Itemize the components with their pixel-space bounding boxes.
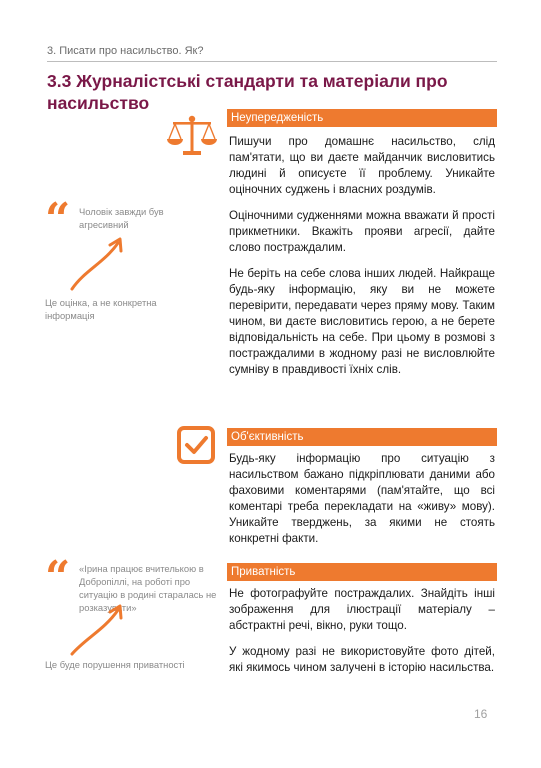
impartiality-text bbox=[229, 134, 495, 388]
paragraph: Не беріть на себе слова інших людей. Найкраще будь-яку інформацію, яку ви не можете перевірити, передавати через пряму мову. Таким чином, ви даєте висловитись герою, а не берете відповідальність на себе. При цьому в розмові з постраждалими в жодному разі не висловлюйте сумніву в правдивості їхніх слів. bbox=[229, 267, 495, 376]
side-quote-1: Чоловік завжди був агресивний bbox=[79, 206, 164, 230]
paragraph: Не фотографуйте постраждалих. Знайдіть інші зображення для ілюстрації матеріалу – абстрактні речі, вікно, руки тощо. bbox=[229, 587, 495, 632]
paragraph: Пишучи про домашнє насильство, слід пам'ятати, що ви даєте майданчик висловитись людині й описуєте її проблему. Уникайте оціночних суджень і власних роздумів. bbox=[229, 135, 495, 196]
section-heading-objectivity: Об'єктивність bbox=[227, 428, 497, 446]
paragraph: Будь-яку інформацію про ситуацію з насильством бажано підкріплювати даними або фаховими коментарями (пам'ятайте, що всі коментарі треба перекладати на «живу» мову). Уникайте тверджень, за якими не стоять конкретні факти. bbox=[229, 452, 495, 545]
side-quote-2: «Ірина працює вчителькою в Добропіллі, на роботі про ситуацію в родині старалась не розказувати» bbox=[79, 563, 217, 613]
checkbox-icon bbox=[176, 425, 216, 465]
curved-arrow-icon bbox=[64, 233, 134, 293]
section-heading-impartiality: Неупередженість bbox=[227, 109, 497, 127]
header-divider bbox=[47, 61, 497, 62]
paragraph: Оціночними судженнями можна вважати й прості прикметники. Вкажіть прояви агресії, дайте слово постраждалим. bbox=[229, 209, 495, 254]
scales-icon bbox=[165, 114, 219, 158]
curved-arrow-icon bbox=[64, 600, 134, 660]
quote-mark-icon: “ bbox=[45, 194, 71, 245]
quote-mark-icon: “ bbox=[45, 552, 71, 603]
section-heading-privacy: Приватність bbox=[227, 563, 497, 581]
page-number: 16 bbox=[474, 707, 488, 721]
side-note-1: Це оцінка, а не конкретна інформація bbox=[45, 297, 157, 321]
page-title: 3.3 Журналістські стандарти та матеріали про насильство bbox=[47, 71, 448, 113]
objectivity-text bbox=[229, 451, 495, 557]
running-head: 3. Писати про насильство. Як? bbox=[47, 45, 204, 57]
privacy-text bbox=[229, 586, 495, 686]
side-note-2: Це буде порушення приватності bbox=[45, 659, 185, 670]
paragraph: У жодному разі не використовуйте фото дітей, які якимось чином залучені в історію насильства. bbox=[229, 645, 495, 674]
